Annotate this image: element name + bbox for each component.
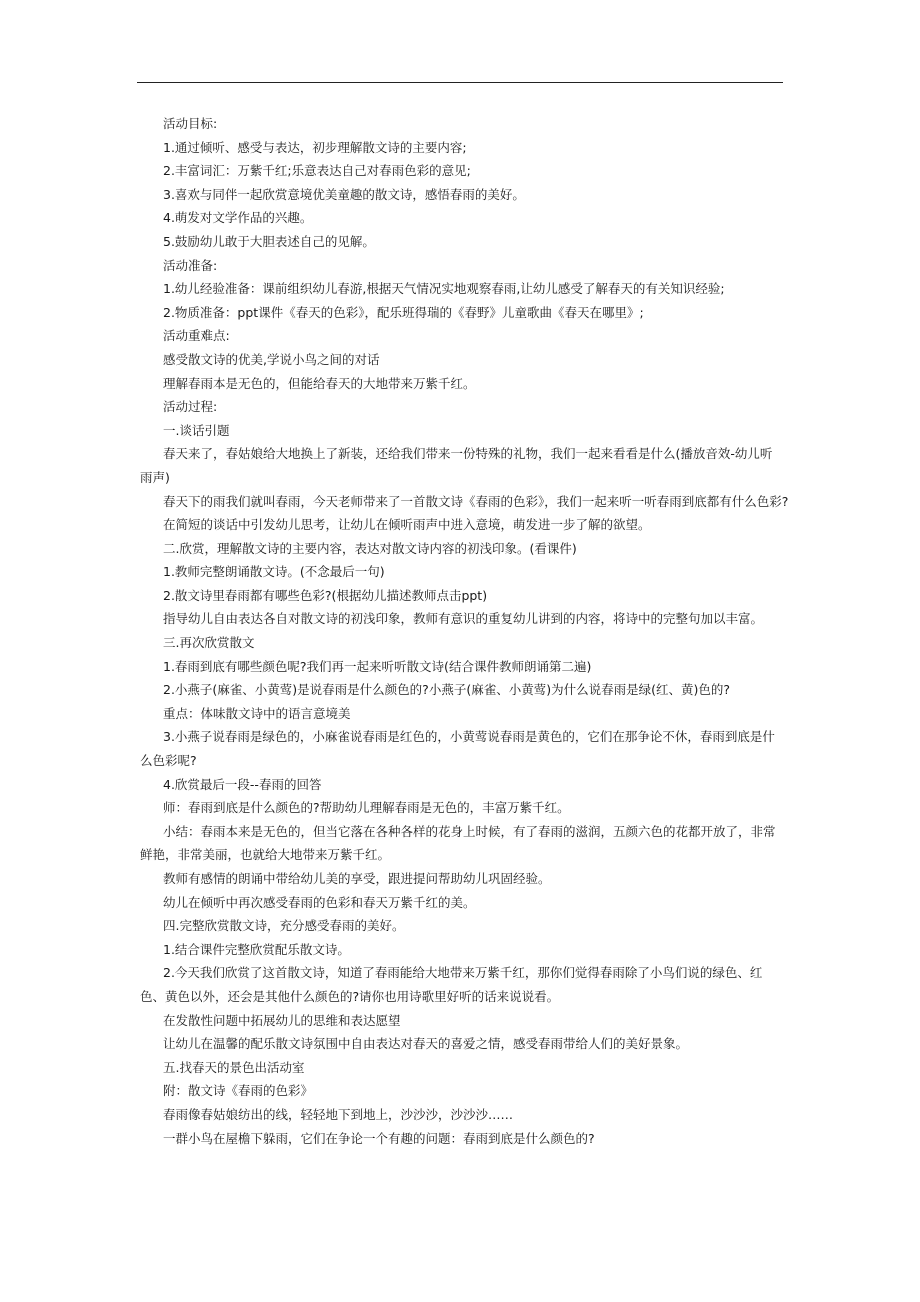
paragraph: 3.喜欢与同伴一起欣赏意境优美童趣的散文诗，感悟春雨的美好。 — [163, 186, 525, 202]
paragraph: 让幼儿在温馨的配乐散文诗氛围中自由表达对春天的喜爱之情，感受春雨带给人们的美好景象。 — [163, 1036, 689, 1052]
paragraph: 重点：体味散文诗中的语言意境美 — [163, 705, 351, 721]
paragraph: 在发散性问题中拓展幼儿的思维和表达愿望 — [163, 1012, 401, 1028]
paragraph: 2.物质准备：ppt课件《春天的色彩》，配乐班得瑞的《春野》儿童歌曲《春天在哪里》; — [163, 304, 644, 320]
section-heading: 活动准备: — [163, 257, 218, 273]
section-heading: 活动重难点: — [163, 328, 230, 344]
paragraph: 3.小燕子说春雨是绿色的，小麻雀说春雨是红色的，小黄莺说春雨是黄色的，它们在那争论不休，春雨到底是什么色彩呢? — [140, 729, 775, 769]
paragraph: 2.丰富词汇：万紫千红;乐意表达自己对春雨色彩的意见; — [163, 163, 471, 179]
appendix-title: 附：散文诗《春雨的色彩》 — [163, 1083, 314, 1099]
subsection-heading: 三.再次欣赏散文 — [163, 635, 255, 651]
paragraph: 4.欣赏最后一段--春雨的回答 — [163, 776, 322, 792]
paragraph: 指导幼儿自由表达各自对散文诗的初浅印象，教师有意识的重复幼儿讲到的内容，将诗中的完整句加以丰富。 — [163, 611, 764, 627]
paragraph: 春天来了，春姑娘给大地换上了新装，还给我们带来一份特殊的礼物，我们一起来看看是什么(播放音效-幼儿听雨声) — [140, 446, 773, 485]
paragraph: 师：春雨到底是什么颜色的?帮助幼儿理解春雨是无色的，丰富万紫千红。 — [163, 800, 570, 816]
paragraph: 在简短的谈话中引发幼儿思考，让幼儿在倾听雨声中进入意境，萌发进一步了解的欲望。 — [163, 517, 651, 533]
paragraph: 1.通过倾听、感受与表达，初步理解散文诗的主要内容; — [163, 139, 467, 155]
paragraph: 1.幼儿经验准备：课前组织幼儿春游,根据天气情况实地观察春雨,让幼儿感受了解春天的有关知识经验; — [163, 281, 725, 297]
paragraph: 4.萌发对文学作品的兴趣。 — [163, 210, 313, 226]
subsection-heading: 五.找春天的景色出活动室 — [163, 1059, 305, 1075]
paragraph: 理解春雨本是无色的，但能给春天的大地带来万紫千红。 — [163, 375, 476, 391]
paragraph: 2.散文诗里春雨都有哪些色彩?(根据幼儿描述教师点击ppt) — [163, 587, 488, 603]
subsection-heading: 二.欣赏，理解散文诗的主要内容，表达对散文诗内容的初浅印象。(看课件) — [163, 540, 577, 556]
paragraph: 教师有感情的朗诵中带给幼儿美的享受，跟进提问帮助幼儿巩固经验。 — [163, 871, 551, 886]
paragraph: 1.教师完整朗诵散文诗。(不念最后一句) — [163, 564, 385, 580]
header-rule — [137, 82, 783, 83]
paragraph: 5.鼓励幼儿敢于大胆表述自己的见解。 — [163, 233, 375, 249]
paragraph: 1.结合课件完整欣赏配乐散文诗。 — [163, 941, 350, 957]
section-heading: 活动目标: — [163, 116, 218, 131]
subsection-heading: 一.谈话引题 — [163, 422, 230, 438]
paragraph: 2.今天我们欣赏了这首散文诗，知道了春雨能给大地带来万紫千红，那你们觉得春雨除了小鸟们说的绿色、红色、黄色以外，还会是其他什么颜色的?请你也用诗歌里好听的话来说说看。 — [140, 965, 763, 1004]
paragraph: 1.春雨到底有哪些颜色呢?我们再一起来听听散文诗(结合课件教师朗诵第二遍) — [163, 658, 592, 674]
section-heading: 活动过程: — [163, 399, 218, 415]
paragraph: 春天下的雨我们就叫春雨，今天老师带来了一首散文诗《春雨的色彩》，我们一起来听一听春雨到底都有什么色彩? — [163, 493, 789, 509]
paragraph: 幼儿在倾听中再次感受春雨的色彩和春天万紫千红的美。 — [163, 894, 476, 910]
poem-line: 春雨像春姑娘纺出的线，轻轻地下到地上，沙沙沙，沙沙沙…… — [163, 1106, 514, 1122]
paragraph: 小结：春雨本来是无色的，但当它落在各种各样的花身上时候，有了春雨的滋润，五颜六色的花都开放了，非常鲜艳，非常美丽，也就给大地带来万紫千红。 — [140, 823, 776, 863]
poem-line: 一群小鸟在屋檐下躲雨，它们在争论一个有趣的问题：春雨到底是什么颜色的? — [163, 1130, 595, 1146]
subsection-heading: 四.完整欣赏散文诗，充分感受春雨的美好。 — [163, 918, 405, 934]
paragraph: 2.小燕子(麻雀、小黄莺)是说春雨是什么颜色的?小燕子(麻雀、小黄莺)为什么说春雨是绿(红、黄)色的? — [163, 682, 730, 698]
paragraph: 感受散文诗的优美,学说小鸟之间的对话 — [163, 351, 380, 367]
document-body — [140, 112, 789, 1150]
